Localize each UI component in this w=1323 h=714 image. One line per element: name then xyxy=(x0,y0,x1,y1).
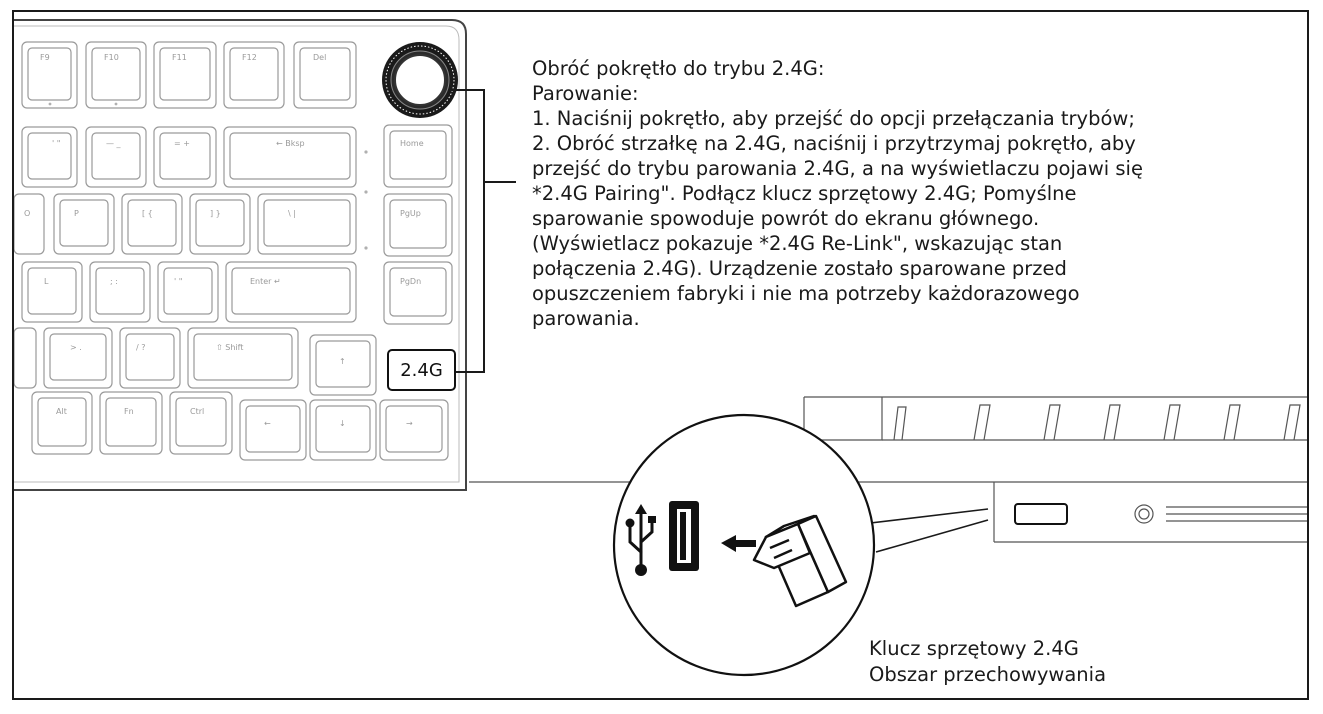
instruction-line: 2. Obróć strzałkę na 2.4G, naciśnij i przytrzymaj pokrętło, aby xyxy=(532,132,1136,155)
instruction-line: przejść do trybu parowania 2.4G, a na wyświetlaczu pojawi się xyxy=(532,157,1143,180)
keycaps xyxy=(14,42,452,460)
instruction-line: *2.4G Pairing". Podłącz klucz sprzętowy 2.4G; Pomyślne xyxy=(532,182,1077,205)
key-backspace-label: ← Bksp xyxy=(276,139,305,148)
key-arrow-right-label: → xyxy=(406,419,413,428)
key-arrow-up-label: ↑ xyxy=(339,357,346,366)
key-2-4g xyxy=(387,349,456,391)
key-enter-label: Enter ↵ xyxy=(250,277,281,286)
key-equal-label: = + xyxy=(174,139,190,148)
key-pgup-label: PgUp xyxy=(400,209,421,218)
key-f10-label: F10 xyxy=(104,53,119,62)
key-ctrl-label: Ctrl xyxy=(190,407,205,416)
instruction-line: parowania. xyxy=(532,307,640,330)
key-brace-open-label: [ { xyxy=(142,209,153,218)
key-del-label: Del xyxy=(313,53,327,62)
instruction-line: 1. Naciśnij pokrętło, aby przejść do opcji przełączania trybów; xyxy=(532,107,1135,130)
key-slash-label: / ? xyxy=(136,343,146,352)
key-l-label: L xyxy=(44,277,49,286)
key-minus-label: — _ xyxy=(106,139,121,148)
key-backslash-label: \ | xyxy=(288,209,296,218)
rotary-knob-icon xyxy=(382,42,458,118)
caption-line-storage: Obszar przechowywania xyxy=(869,663,1107,686)
key-semicolon2-label: ; : xyxy=(110,277,118,286)
key-f12-label: F12 xyxy=(242,53,257,62)
key-2-4g-label: 2.4G xyxy=(400,359,443,381)
zoom-lines xyxy=(862,509,988,552)
dongle-storage-slot xyxy=(1015,504,1067,524)
key-quote-label: ' " xyxy=(174,277,183,286)
key-period-label: > . xyxy=(70,343,82,352)
instruction-line: Obróć pokrętło do trybu 2.4G: xyxy=(532,57,825,80)
key-brace-close-label: ] } xyxy=(210,209,221,218)
dongle-storage-caption xyxy=(869,636,1106,688)
instruction-line: połączenia 2.4G). Urządzenie zostało sparowane przed xyxy=(532,257,1067,280)
instruction-line: sparowanie spowoduje powrót do ekranu głównego. xyxy=(532,207,1040,230)
key-f9-label: F9 xyxy=(40,53,50,62)
caption-line-dongle: Klucz sprzętowy 2.4G xyxy=(869,637,1079,660)
key-alt-label: Alt xyxy=(56,407,67,416)
instruction-line: (Wyświetlacz pokazuje *2.4G Re-Link", wskazując stan xyxy=(532,232,1063,255)
key-home-label: Home xyxy=(400,139,424,148)
key-semicolon-label: ' " xyxy=(52,139,61,148)
key-p-label: P xyxy=(74,209,79,218)
pairing-instructions xyxy=(532,56,1309,331)
usb-port-icon xyxy=(669,501,699,571)
key-shift-label: ⇧ Shift xyxy=(216,343,244,352)
key-arrow-down-label: ↓ xyxy=(339,419,346,428)
key-fn-label: Fn xyxy=(124,407,134,416)
key-f11-label: F11 xyxy=(172,53,187,62)
callout-bracket xyxy=(447,90,516,372)
instruction-line: opuszczeniem fabryki i nie ma potrzeby każdorazowego xyxy=(532,282,1080,305)
key-o-label: O xyxy=(24,209,31,218)
illustration-frame xyxy=(12,10,1309,700)
key-pgdn-label: PgDn xyxy=(400,277,422,286)
key-arrow-left-label: ← xyxy=(264,419,271,428)
instruction-line: Parowanie: xyxy=(532,82,639,105)
